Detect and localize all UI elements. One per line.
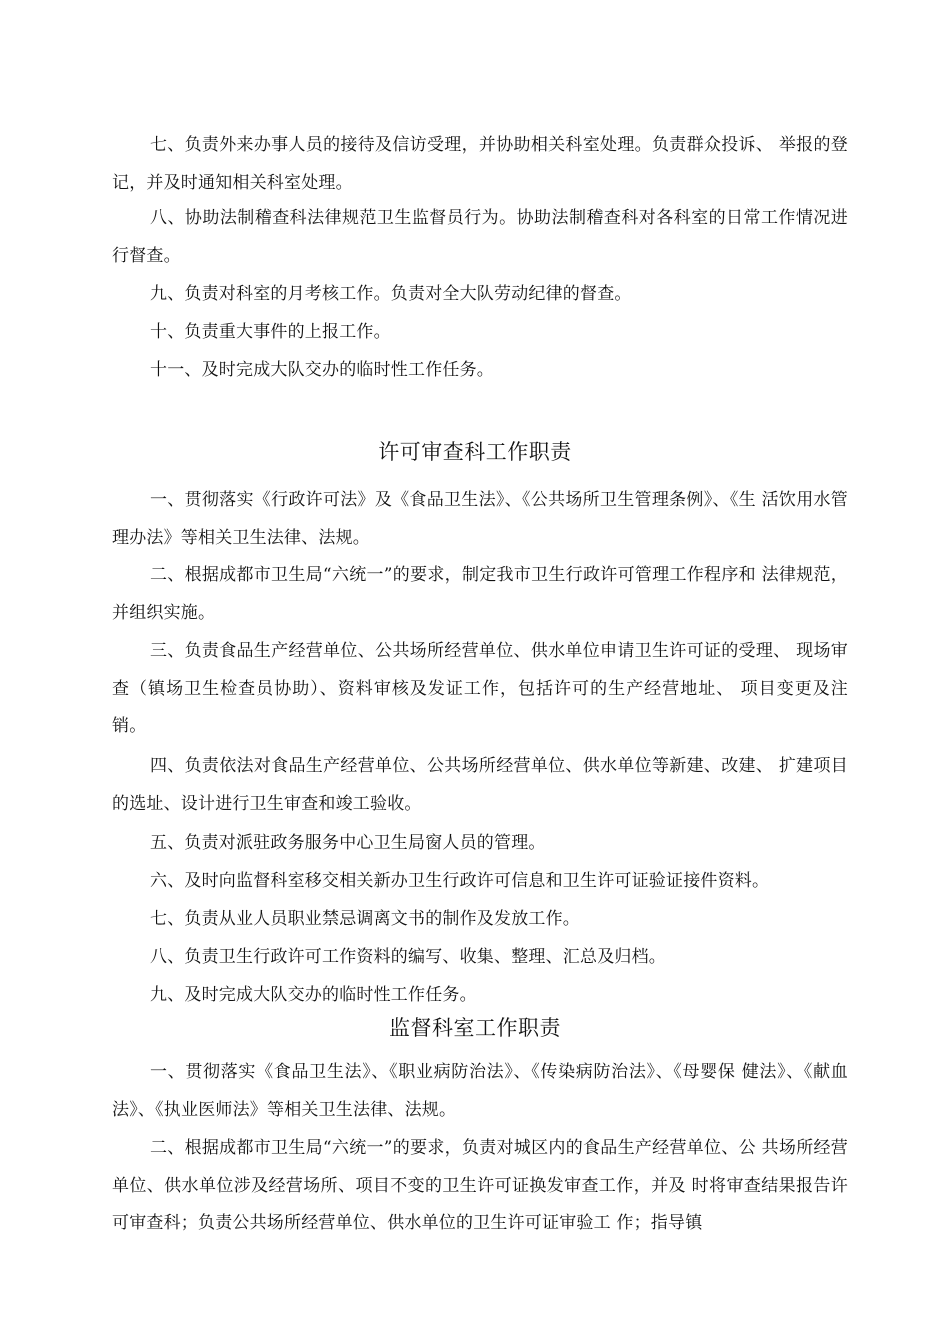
- paragraph-s1-10: 十、负责重大事件的上报工作。: [150, 322, 391, 342]
- paragraph-s2-6: 六、及时向监督科室移交相关新办卫生行政许可信息和卫生许可证验证接件资料。: [150, 871, 770, 891]
- paragraph-s2-8: 八、负责卫生行政许可工作资料的编写、收集、整理、汇总及归档。: [150, 947, 666, 967]
- paragraph-s2-9: 九、及时完成大队交办的临时性工作任务。: [150, 985, 477, 1005]
- paragraph-s2-1: 一、贯彻落实《行政许可法》及《食品卫生法》、《公共场所卫生管理条例》、《生 活饮用水管理办法》等相关卫生法律、法规。: [112, 490, 848, 548]
- paragraph-s2-2: 二、根据成都市卫生局“六统一”的要求，制定我市卫生行政许可管理工作程序和 法律规范，并组织实施。: [112, 565, 848, 623]
- paragraph-s3-2: 二、根据成都市卫生局“六统一”的要求，负责对城区内的食品生产经营单位、公 共场所经营单位、供水单位涉及经营场所、项目不变的卫生许可证换发审查工作，并及 时将审查结果报告许可审查科；负责公共场所经营单位、供水单位的卫生许可证审验工 作；指导镇: [112, 1138, 848, 1233]
- paragraph-s2-7: 七、负责从业人员职业禁忌调离文书的制作及发放工作。: [150, 909, 580, 929]
- paragraph-s2-3: 三、负责食品生产经营单位、公共场所经营单位、供水单位申请卫生许可证的受理、 现场审查（镇场卫生检查员协助）、资料审核及发证工作，包括许可的生产经营地址、 项目变更及注销。: [112, 641, 848, 736]
- paragraph-s1-9: 九、负责对科室的月考核工作。负责对全大队劳动纪律的督查。: [150, 284, 632, 304]
- paragraph-s1-8: 八、协助法制稽查科法律规范卫生监督员行为。协助法制稽查科对各科室的日常工作情况进行督查。: [112, 208, 848, 266]
- paragraph-s3-1: 一、贯彻落实《食品卫生法》、《职业病防治法》、《传染病防治法》、《母婴保 健法》、《献血法》、《执业医师法》等相关卫生法律、法规。: [112, 1062, 848, 1120]
- section-title-permit-review: 许可审查科工作职责: [378, 440, 572, 464]
- paragraph-s1-11: 十一、及时完成大队交办的临时性工作任务。: [150, 360, 494, 380]
- paragraph-s2-5: 五、负责对派驻政务服务中心卫生局窗人员的管理。: [150, 833, 546, 853]
- paragraph-s2-4: 四、负责依法对食品生产经营单位、公共场所经营单位、供水单位等新建、改建、 扩建项目的选址、设计进行卫生审查和竣工验收。: [112, 756, 848, 814]
- paragraph-s1-7: 七、负责外来办事人员的接待及信访受理，并协助相关科室处理。负责群众投诉、 举报的登记，并及时通知相关科室处理。: [112, 135, 848, 193]
- section-title-supervision: 监督科室工作职责: [389, 1016, 561, 1040]
